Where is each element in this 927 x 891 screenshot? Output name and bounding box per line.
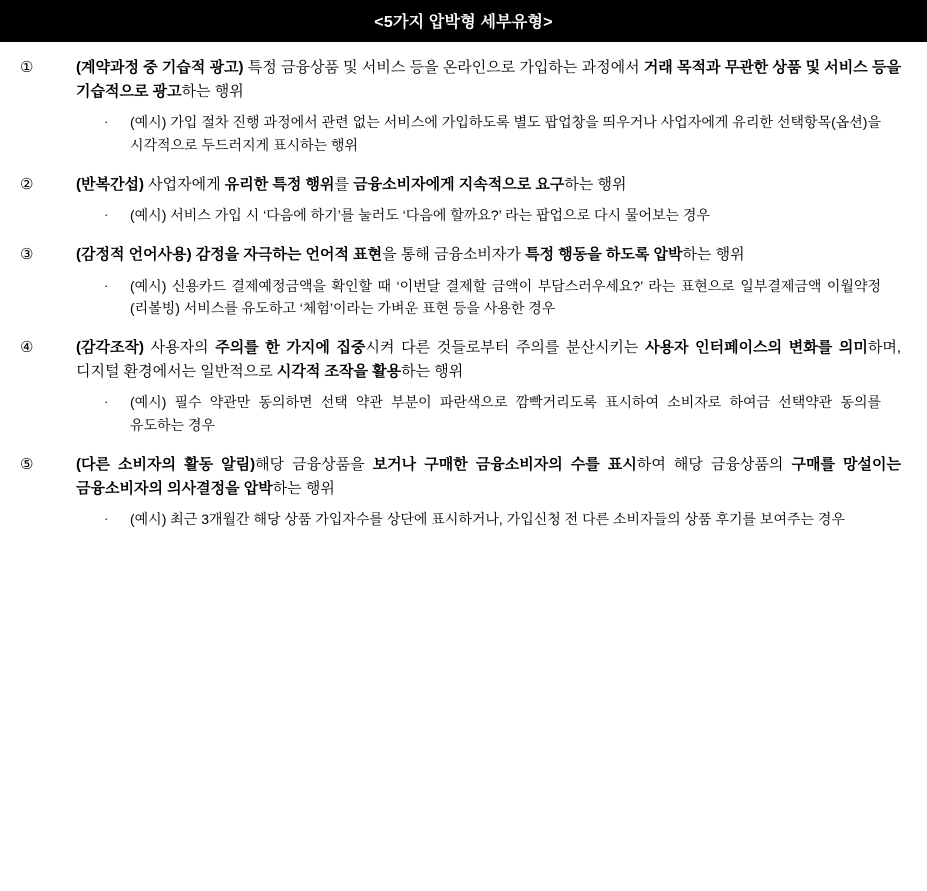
list-item: [14, 173, 905, 227]
list-item: [14, 243, 905, 320]
entry-text-mid: 시켜 다른 것들로부터 주의를 분산시키는: [365, 339, 646, 357]
entry-text-2: 하는 행위: [181, 82, 244, 100]
entry-example-text: (예시) 필수 약관만 동의하면 선택 약관 부분이 파란색으로 깜빡거리도록 표시하여 소비자로 하여금 선택약관 동의를 유도하는 경우: [130, 394, 881, 434]
entry-example-row: [14, 204, 905, 227]
entry-label: (감각조작): [76, 339, 144, 357]
entry-marker: ③: [20, 246, 34, 264]
entry-main-row: [14, 56, 905, 103]
entry-bold-2: 구매를 망설이는 금융소비자의 의사결정을 압박: [76, 455, 901, 497]
entry-marker: ⑤: [20, 455, 34, 473]
entry-example-text: (예시) 최근 3개월간 해당 상품 가입자수를 상단에 표시하거나, 가입신청 전 다른 소비자들의 상품 후기를 보여주는 경우: [130, 511, 845, 528]
entry-label: (계약과정 중 기습적 광고): [76, 59, 244, 76]
bullet-icon: ·: [104, 394, 109, 410]
document-body: [0, 42, 927, 563]
entry-bold-1: 감정을 자극하는 언어적 표현: [195, 246, 383, 264]
entry-bold-1: 보거나 구매한 금융소비자의 수를 표시: [372, 455, 637, 473]
entry-example-text: (예시) 신용카드 결제예정금액을 확인할 때 ‘이번달 결제할 금액이 부담스러우세요?’ 라는 표현으로 일부결제금액 이월약정(리볼빙) 서비스를 유도하고 ‘체험’이라는 가벼운 표현 등을 사용한 경우: [130, 277, 881, 317]
entry-label: (감정적 언어사용): [76, 246, 192, 264]
entry-example-row: [14, 275, 905, 320]
entry-marker: ①: [20, 59, 34, 76]
list-item: [14, 56, 905, 157]
entry-bold-2: 사용자 인터페이스의 변화를 의미: [645, 339, 868, 357]
entry-text-2: 하는 행위: [564, 175, 627, 193]
entry-main-text: [76, 453, 905, 500]
entry-text-1: 사업자에게: [143, 175, 225, 193]
entry-example-text: (예시) 서비스 가입 시 ‘다음에 하기’를 눌러도 ‘다음에 할까요?’ 라는 팝업으로 다시 물어보는 경우: [130, 207, 710, 224]
bullet-icon: ·: [104, 114, 109, 130]
list-item: [14, 453, 905, 531]
entry-marker: ④: [20, 339, 34, 357]
entry-marker: ②: [20, 175, 34, 193]
bullet-icon: ·: [104, 511, 109, 527]
entry-bold-1: 주의를 한 가지에 집중: [215, 339, 366, 357]
list-item: [14, 336, 905, 437]
entry-text-2: 하는 행위: [272, 479, 335, 497]
entry-main-row: [14, 173, 905, 197]
entry-text-2: 하는 행위: [682, 246, 745, 264]
entry-main-text: [76, 56, 905, 103]
entry-label: (반복간섭): [76, 175, 144, 193]
entry-text-mid: 을 통해 금융소비자가: [382, 246, 526, 264]
entry-bold-1: 유리한 특정 행위: [224, 175, 335, 193]
entry-example-text: (예시) 가입 절차 진행 과정에서 관련 없는 서비스에 가입하도록 별도 팝업창을 띄우거나 사업자에게 유리한 선택항목(옵션)을 시각적으로 두드러지게 표시하는 행위: [130, 114, 881, 154]
entry-example-row: [14, 111, 905, 156]
entry-main-row: [14, 243, 905, 267]
entry-text-3: 하는 행위: [401, 362, 464, 380]
entry-main-row: [14, 453, 905, 500]
bullet-icon: ·: [104, 277, 109, 293]
entry-bold-2: 금융소비자에게 지속적으로 요구: [353, 175, 565, 193]
entry-bold-2: 특정 행동을 하도록 압박: [525, 246, 683, 264]
entry-main-text: [76, 173, 905, 197]
entry-text-1: 특정 금융상품 및 서비스 등을 온라인으로 가입하는 과정에서: [243, 59, 644, 76]
entry-text-mid: 하여 해당 금융상품의: [636, 455, 792, 473]
entry-text-1: 해당 금융상품을: [255, 455, 373, 473]
entry-text-mid: 를: [334, 175, 354, 193]
entry-text-2: 하며, 디지털 환경에서는 일반적으로: [76, 339, 901, 380]
entry-label: (다른 소비자의 활동 알림): [76, 455, 256, 473]
entry-bold-2: 거래 목적과 무관한 상품 및 서비스 등을 기습적으로 광고: [76, 59, 901, 100]
entry-main-text: [76, 336, 905, 383]
entry-example-row: [14, 391, 905, 436]
bullet-icon: ·: [104, 207, 109, 223]
entry-text-1: 사용자의: [143, 339, 216, 357]
entry-main-row: [14, 336, 905, 383]
page-title: <5가지 압박형 세부유형>: [0, 0, 927, 42]
entry-example-row: [14, 508, 905, 531]
entry-main-text: [76, 243, 905, 267]
entry-bold-3: 시각적 조작을 활용: [276, 362, 402, 380]
